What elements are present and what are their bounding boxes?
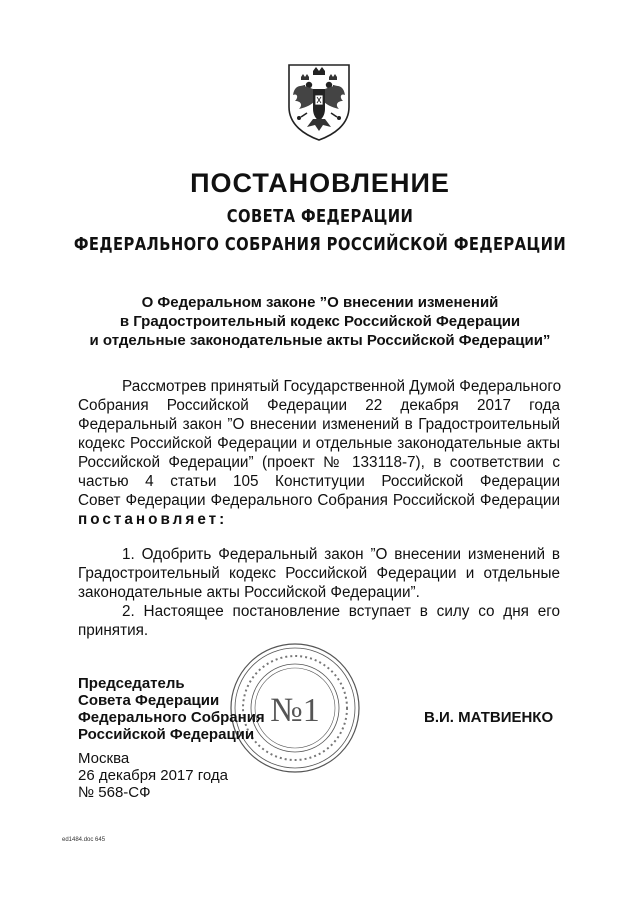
paragraph-line: законодательные акты Российской Федерации”. [78,584,420,601]
heading-line: О Федеральном законе ”О внесении изменений [141,294,499,311]
paragraph-line: кодекс Российской Федерации и отдельные законодательные акты [78,435,560,452]
paragraph-line: Российской Федерации” (проект № 133118-7), в соответствии с [78,454,560,471]
paragraph-line: Градостроительный кодекс Российской Федерации и отдельные [78,565,560,582]
item-2-paragraph [78,602,560,640]
paragraph-line: Собрания Российской Федерации 22 декабря 2017 года [78,397,560,414]
signatory-title [78,675,265,743]
paragraph-line: частью 4 статьи 105 Конституции Российской Федерации [78,473,560,490]
resolves-word: постановляет: [78,511,228,528]
item-1-paragraph [78,545,560,602]
paragraph-line: принятия. [78,622,149,639]
paragraph-line: Совет Федерации Федерального Собрания Российской Федерации [78,492,560,509]
heading-line: в Градостроительный кодекс Российской Федерации [119,313,521,330]
stamp-number: №1 [270,692,320,729]
document-title: ПОСТАНОВЛЕНИЕ [190,168,450,198]
signatory-title-line: Председатель [78,675,185,692]
issue-details [78,750,228,801]
heading-line: и отдельные законодательные акты Российской Федерации” [89,332,551,349]
issue-place: Москва [78,750,130,767]
paragraph-line: 1. Одобрить Федеральный закон ”О внесении изменений в [122,546,560,563]
preamble-paragraph [78,377,560,529]
signatory-title-line: Российской Федерации [78,726,255,743]
paragraph-line: Рассмотрев принятый Государственной Думой Федерального [122,378,562,395]
issue-date: 26 декабря 2017 года [78,767,229,784]
resolution-heading [60,293,580,350]
signatory-title-line: Совета Федерации [78,692,220,709]
document-subtitle-line2: ФЕДЕРАЛЬНОГО СОБРАНИЯ РОССИЙСКОЙ ФЕДЕРАЦИИ [73,234,567,255]
issue-number: № 568-СФ [78,784,151,801]
signatory-title-line: Федерального Собрания [78,709,265,726]
signatory-name: В.И. МАТВИЕНКО [424,709,554,726]
paragraph-line: Федеральный закон ”О внесении изменений в Градостроительный [78,416,560,433]
russian-coat-of-arms-icon [283,61,355,143]
paragraph-line: 2. Настоящее постановление вступает в силу со дня его [122,603,560,620]
document-subtitle-line1: СОВЕТА ФЕДЕРАЦИИ [226,206,414,227]
file-reference: ed1484.doc 645 [62,837,106,843]
